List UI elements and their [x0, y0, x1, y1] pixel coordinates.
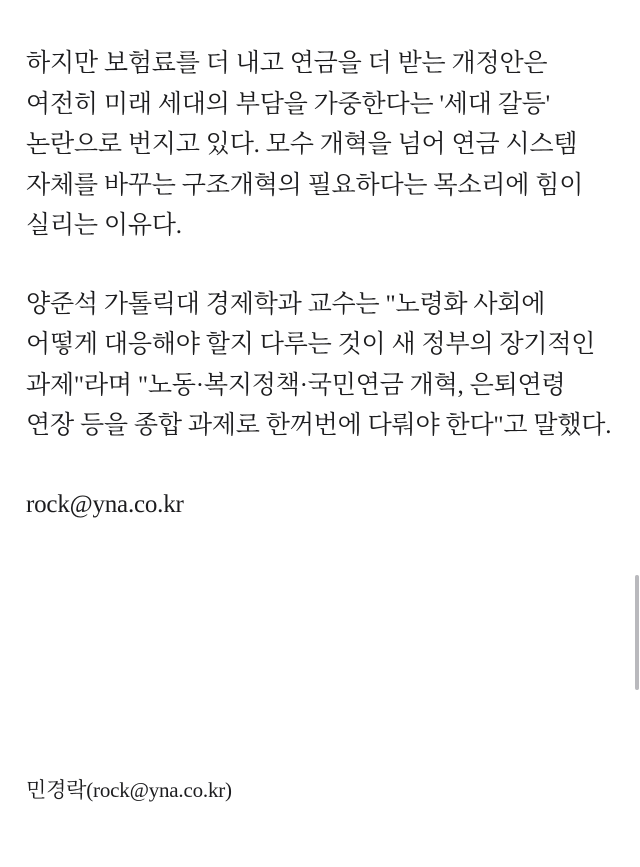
- article-paragraph-2: 양준석 가톨릭대 경제학과 교수는 "노령화 사회에 어떻게 대응해야 할지 다루는 것이 새 정부의 장기적인 과제"라며 "노동·복지정책·국민연금 개혁, 은퇴연령 연장 등을 종합 과제로 한꺼번에 다뤄야 한다"고 말했다.: [26, 290, 612, 439]
- article-body: [26, 44, 614, 525]
- scrollbar-thumb[interactable]: [635, 575, 639, 690]
- article-paragraph-1: 하지만 보험료를 더 내고 연금을 더 받는 개정안은 여전히 미래 세대의 부담을 가중한다는 '세대 갈등' 논란으로 번지고 있다. 모수 개혁을 넘어 연금 시스템 자체를 바꾸는 구조개혁의 필요하다는 목소리에 힘이 실리는 이유다.: [26, 50, 590, 239]
- vertical-scrollbar[interactable]: [635, 0, 640, 867]
- byline: 민경락(rock@yna.co.kr): [26, 778, 232, 802]
- reporter-email: rock@yna.co.kr: [26, 490, 184, 518]
